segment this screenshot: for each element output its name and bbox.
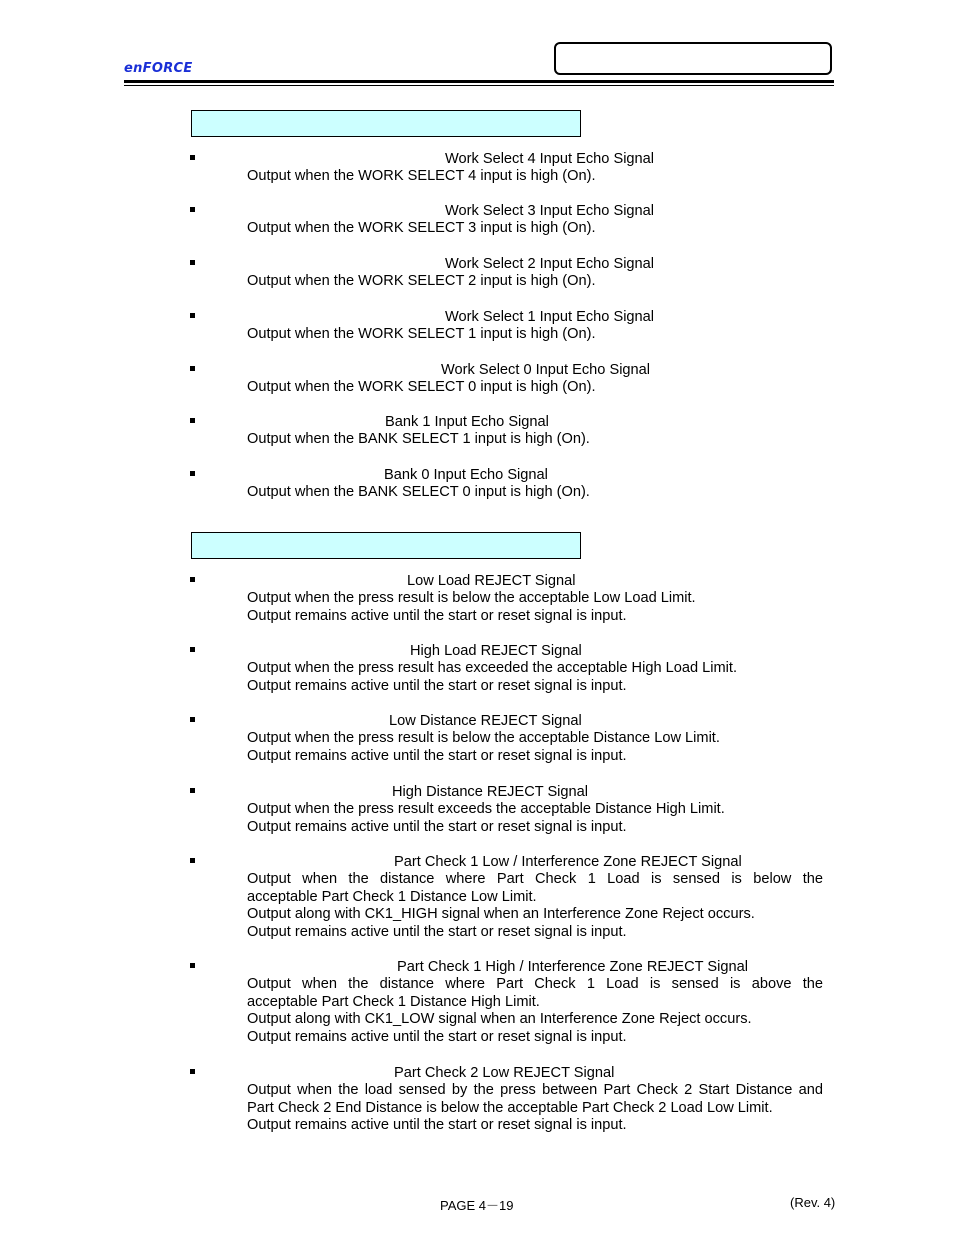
signal-description: [247, 326, 823, 344]
description-line: Output when the press result exceeds the acceptable Distance High Limit.: [247, 801, 725, 817]
bullet-icon: [190, 858, 195, 863]
signal-description: [247, 976, 823, 1047]
description-line: Output when the distance where Part Check 1 Load is sensed is below the: [247, 871, 823, 887]
bullet-icon: [190, 418, 195, 423]
description-line: Output remains active until the start or reset signal is input.: [247, 1117, 627, 1134]
description-line: Output remains active until the start or reset signal is input.: [247, 607, 627, 624]
description-line: Output when the WORK SELECT 3 input is high (On).: [247, 220, 596, 236]
section-heading-box-1: [191, 110, 581, 137]
bullet-icon: [190, 647, 195, 652]
signal-description: [247, 431, 823, 449]
signal-title: Work Select 2 Input Echo Signal: [445, 256, 655, 272]
signal-title: Work Select 0 Input Echo Signal: [441, 362, 651, 378]
signal-description: [247, 871, 823, 942]
signal-description: [247, 168, 823, 186]
signal-description: [247, 1082, 823, 1135]
bullet-icon: [190, 577, 195, 582]
signal-title: Bank 1 Input Echo Signal: [385, 414, 549, 430]
description-line: Output when the press result has exceeded the acceptable High Load Limit.: [247, 660, 738, 676]
revision-label: (Rev. 4): [790, 1195, 836, 1210]
signal-title: Low Distance REJECT Signal: [389, 713, 582, 729]
signal-title: Low Load REJECT Signal: [407, 573, 576, 589]
description-line: Output when the WORK SELECT 0 input is high (On).: [247, 379, 596, 395]
header-rule-thick: [124, 80, 834, 83]
description-line: Output remains active until the start or reset signal is input.: [247, 677, 627, 694]
signal-description: [247, 220, 823, 238]
signal-title: Work Select 3 Input Echo Signal: [445, 203, 655, 219]
signal-title: High Load REJECT Signal: [410, 643, 582, 659]
description-line: Output when the WORK SELECT 1 input is high (On).: [247, 326, 596, 342]
signal-title: Part Check 2 Low REJECT Signal: [394, 1065, 615, 1081]
signal-title: Part Check 1 Low / Interference Zone REJECT Signal: [394, 854, 742, 870]
description-line: Output along with CK1_LOW signal when an Interference Zone Reject occurs.: [247, 1011, 752, 1028]
signal-description: [247, 379, 823, 397]
description-line: Output remains active until the start or reset signal is input.: [247, 747, 627, 764]
description-line: Output when the press result is below the acceptable Distance Low Limit.: [247, 730, 720, 746]
description-line: Output remains active until the start or reset signal is input.: [247, 924, 627, 941]
signal-title: Work Select 1 Input Echo Signal: [445, 309, 655, 325]
bullet-icon: [190, 788, 195, 793]
description-line: Output along with CK1_HIGH signal when an Interference Zone Reject occurs.: [247, 906, 755, 923]
bullet-icon: [190, 260, 195, 265]
enforce-logo: enFORCE: [124, 61, 193, 76]
header-rule-thin: [124, 85, 834, 86]
description-line: acceptable Part Check 1 Distance High Limit.: [247, 993, 540, 1010]
description-line: Output when the WORK SELECT 4 input is high (On).: [247, 168, 596, 184]
bullet-icon: [190, 471, 195, 476]
signal-description: [247, 484, 823, 502]
bullet-icon: [190, 155, 195, 160]
description-line: Part Check 2 End Distance is below the acceptable Part Check 2 Load Low Limit.: [247, 1099, 773, 1116]
description-line: Output when the press result is below the acceptable Low Load Limit.: [247, 590, 696, 606]
description-line: Output when the WORK SELECT 2 input is high (On).: [247, 273, 596, 289]
signal-description: [247, 801, 823, 836]
description-line: Output when the BANK SELECT 1 input is high (On).: [247, 431, 590, 447]
signal-description: [247, 590, 823, 625]
page-number: PAGE 4－19: [440, 1198, 514, 1213]
bullet-icon: [190, 963, 195, 968]
description-line: Output remains active until the start or reset signal is input.: [247, 1029, 627, 1046]
bullet-icon: [190, 366, 195, 371]
description-line: Output when the distance where Part Check 1 Load is sensed is above the: [247, 976, 823, 992]
description-line: Output when the BANK SELECT 0 input is high (On).: [247, 484, 590, 500]
bullet-icon: [190, 207, 195, 212]
description-line: acceptable Part Check 1 Distance Low Limit.: [247, 888, 537, 905]
signal-description: [247, 273, 823, 291]
signal-title: Bank 0 Input Echo Signal: [384, 467, 548, 483]
signal-description: [247, 730, 823, 765]
signal-title: Part Check 1 High / Interference Zone REJECT Signal: [397, 959, 748, 975]
description-line: Output when the load sensed by the press between Part Check 2 Start Distance and: [247, 1082, 823, 1098]
bullet-icon: [190, 1069, 195, 1074]
description-line: Output remains active until the start or reset signal is input.: [247, 818, 627, 835]
signal-title: High Distance REJECT Signal: [392, 784, 589, 800]
bullet-icon: [190, 313, 195, 318]
signal-title: Work Select 4 Input Echo Signal: [445, 151, 655, 167]
bullet-icon: [190, 717, 195, 722]
section-heading-box-2: [191, 532, 581, 559]
header-title-box: [554, 42, 832, 75]
signal-description: [247, 660, 823, 695]
